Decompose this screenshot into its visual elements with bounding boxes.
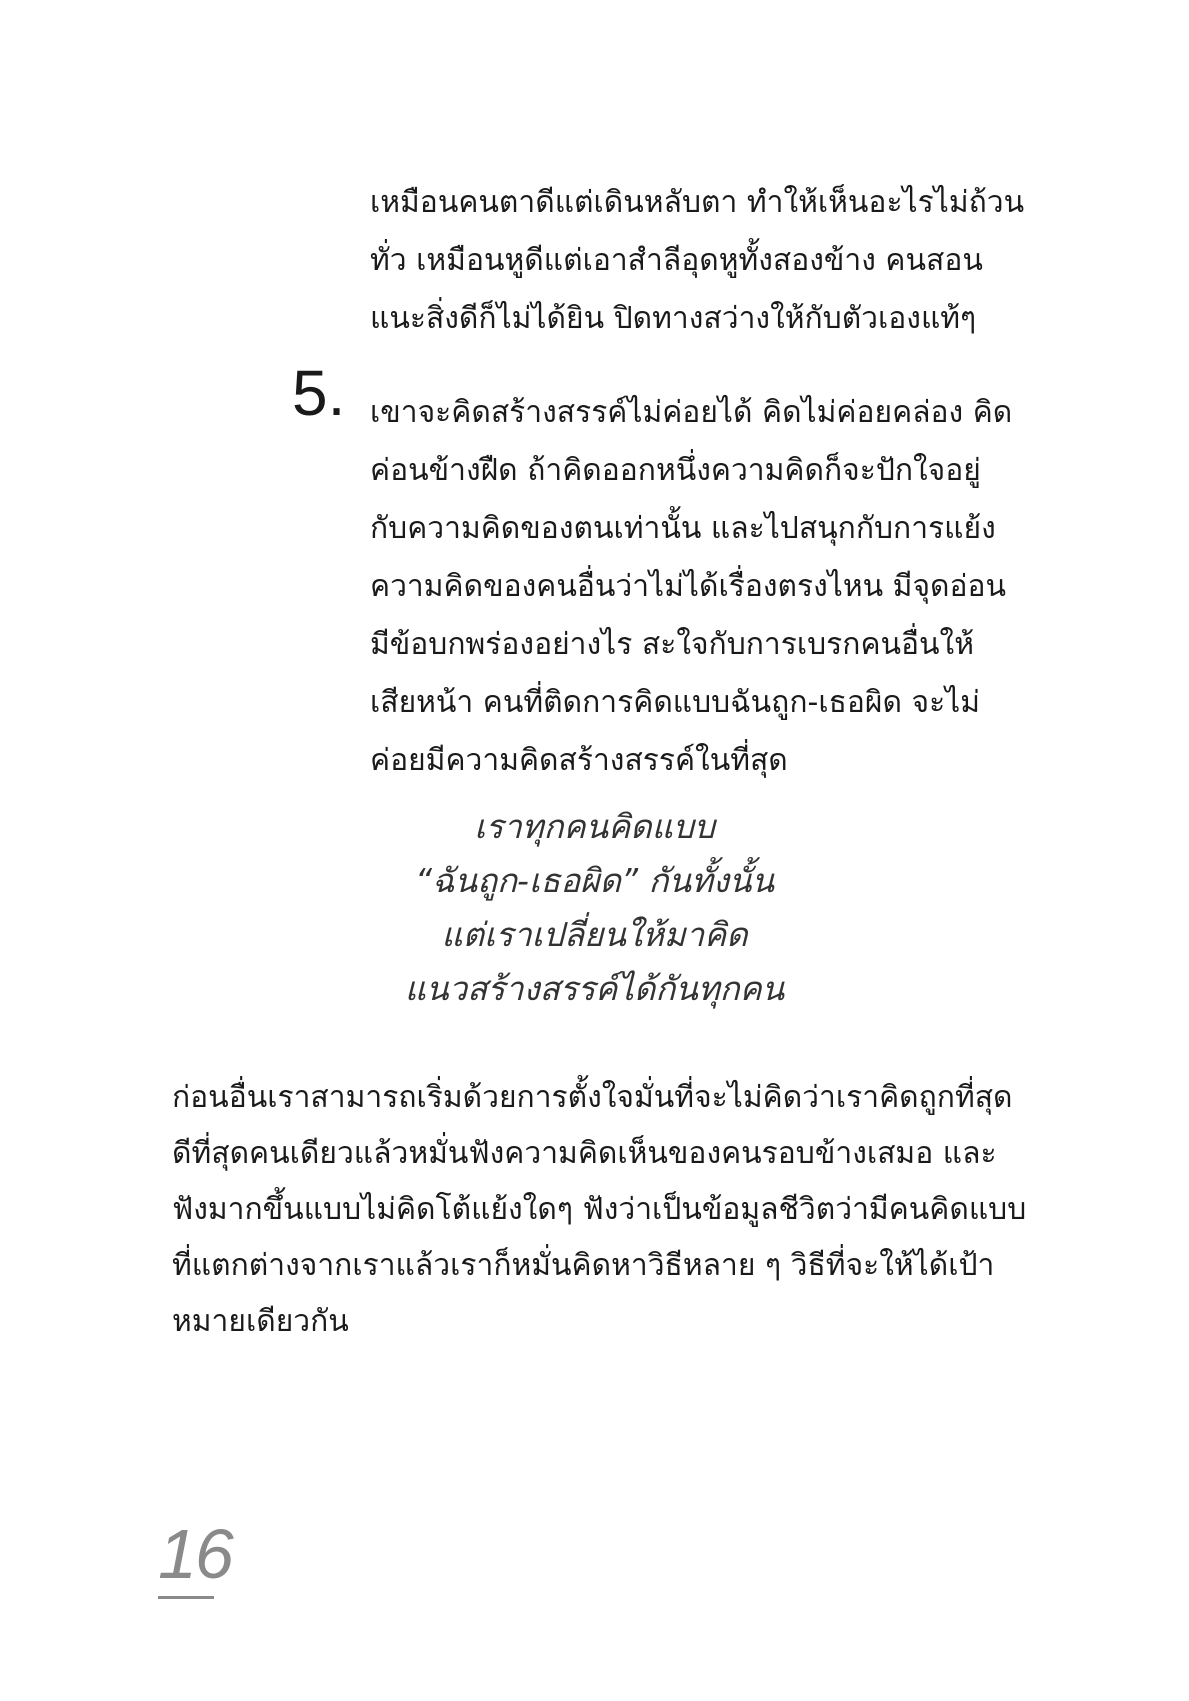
list-item-line: ความคิดของคนอื่นว่าไม่ได้เรื่องตรงไหน มีจุดอ่อน — [370, 569, 1007, 604]
paragraph-line: แนะสิ่งดีก็ไม่ได้ยิน ปิดทางสว่างให้กับตัวเองแท้ๆ — [370, 301, 977, 336]
paragraph-line: เหมือนคนตาดีแต่เดินหลับตา ทำให้เห็นอะไรไม่ถ้วน — [370, 185, 1025, 220]
quote-line: แนวสร้างสรรค์ได้กันทุกคน — [404, 969, 785, 1008]
quote-line: เราทุกคนคิดแบบ — [474, 807, 715, 846]
continued-paragraph — [370, 174, 1024, 348]
list-item-number: 5. — [292, 357, 346, 429]
page-number: 16 — [158, 1515, 232, 1593]
list-item-line: ค่อยมีความคิดสร้างสรรค์ในที่สุด — [370, 743, 788, 778]
page-number-underline — [158, 1596, 214, 1599]
list-item-line: เขาจะคิดสร้างสรรค์ไม่ค่อยได้ คิดไม่ค่อยคล่อง คิด — [370, 395, 1013, 430]
closing-paragraph — [172, 1070, 1026, 1350]
list-item-line: ค่อนข้างฝืด ถ้าคิดออกหนึ่งความคิดก็จะปักใจอยู่ — [370, 453, 981, 488]
list-item-line: มีข้อบกพร่องอย่างไร สะใจกับการเบรกคนอื่นให้ — [370, 627, 974, 662]
paragraph-line: ฟังมากขึ้นแบบไม่คิดโต้แย้งใดๆ ฟังว่าเป็นข้อมูลชีวิตว่ามีคนคิดแบบ — [172, 1192, 1027, 1227]
quote-line: “ฉันถูก-เธอผิด” กันทั้งนั้น — [414, 861, 775, 900]
list-item-line: กับความคิดของตนเท่านั้น และไปสนุกกับการแย้ง — [370, 511, 996, 546]
pull-quote — [0, 800, 1189, 1016]
list-item-five — [370, 384, 1012, 790]
list-item-line: เสียหน้า คนที่ติดการคิดแบบฉันถูก-เธอผิด จะไม่ — [370, 685, 981, 720]
paragraph-line: ที่แตกต่างจากเราแล้วเราก็หมั่นคิดหาวิธีหลาย ๆ วิธีที่จะให้ได้เป้า — [172, 1248, 995, 1283]
paragraph-line: ดีที่สุดคนเดียวแล้วหมั่นฟังความคิดเห็นของคนรอบข้างเสมอ และ — [172, 1136, 997, 1171]
quote-line: แต่เราเปลี่ยนให้มาคิด — [441, 915, 748, 954]
paragraph-line: ทั่ว เหมือนหูดีแต่เอาสำลีอุดหูทั้งสองข้าง คนสอน — [370, 243, 983, 278]
paragraph-line: หมายเดียวกัน — [172, 1304, 349, 1339]
paragraph-line: ก่อนอื่นเราสามารถเริ่มด้วยการตั้งใจมั่นที่จะไม่คิดว่าเราคิดถูกที่สุด — [172, 1080, 1013, 1115]
